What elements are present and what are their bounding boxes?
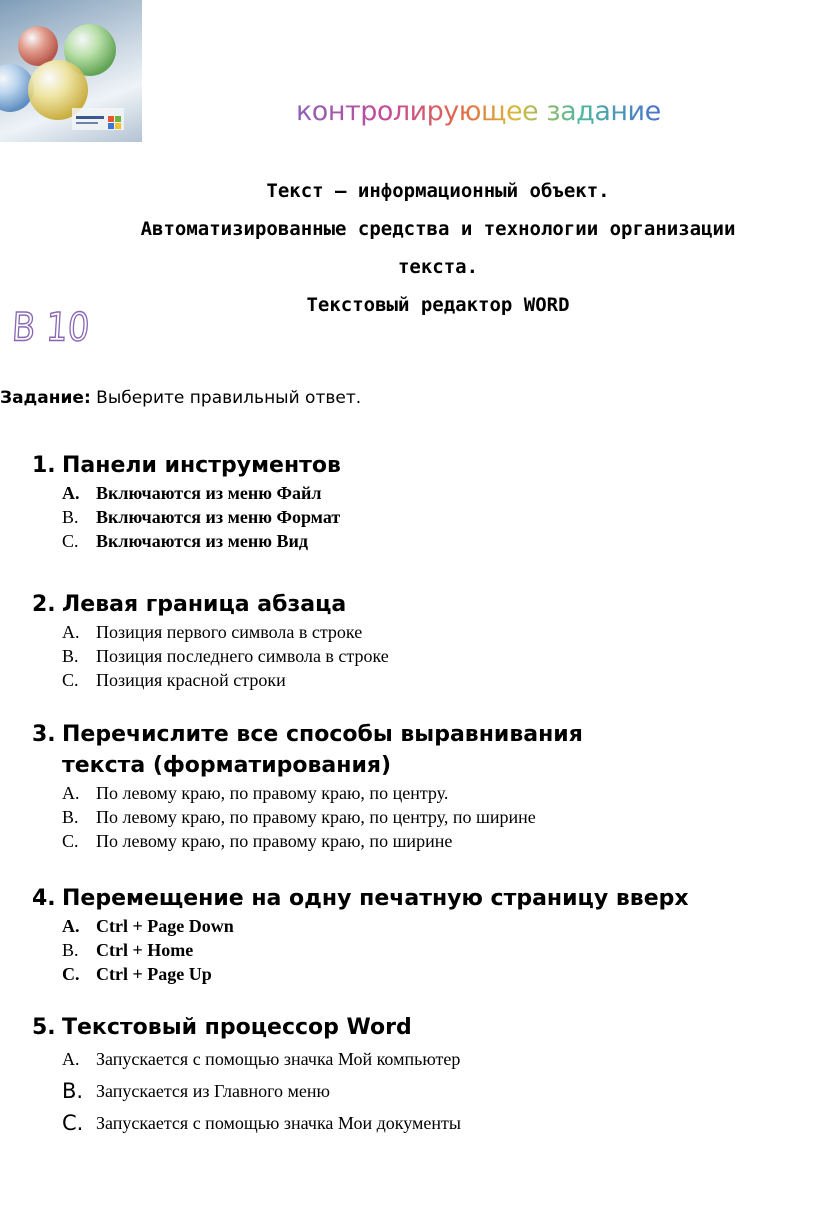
option-letter: A. [62,1049,80,1069]
option-text: Позиция первого символа в строке [96,622,363,642]
option-text: По левому краю, по правому краю, по центру, по ширине [96,807,536,827]
option-text: По левому краю, по правому краю, по ширине [96,831,453,851]
title-line-3: текста. [397,256,479,278]
answer-option [62,962,812,986]
option-letter: B. [62,807,79,827]
option-letter: B. [62,1079,84,1103]
question-5 [32,1012,812,1139]
wordart-heading: контролирующее задание [296,96,661,127]
option-text: Запускается с помощью значка Мои документы [96,1113,461,1133]
option-letter: C. [62,831,79,851]
windows-spheres-logo [0,0,142,142]
option-text: Запускается из Главного меню [96,1081,330,1101]
question-number: 2. [32,592,56,617]
option-letter: A. [62,916,80,936]
task-label: Задание: [0,388,91,408]
answer-option [62,805,802,829]
answer-option [62,829,802,853]
option-letter: B. [62,940,79,960]
option-text: Включаются из меню Формат [96,507,341,527]
title-line-2: Автоматизированные средства и технологии организации [140,218,736,240]
question-3 [32,719,672,853]
question-number: 5. [32,1015,56,1040]
question-text: Перемещение на одну печатную страницу вверх [62,886,689,911]
option-letter: A. [62,483,80,503]
option-letter: A. [62,622,80,642]
variant-label: В 10 [10,305,91,351]
answer-option [62,938,812,962]
answer-option [62,1107,812,1139]
title-line-1: Текст – информационный объект. [266,180,610,202]
question-text: Перечислите все способы выравнивания текста (форматирования) [62,722,583,778]
answer-option [62,668,812,692]
option-text: Ctrl + Page Up [96,964,212,984]
option-text: Позиция последнего символа в строке [96,646,389,666]
question-number: 4. [32,886,56,911]
question-number: 3. [32,722,56,747]
answer-option [62,620,812,644]
option-letter: C. [62,670,79,690]
question-text: Панели инструментов [62,453,341,478]
question-text: Текстовый процессор Word [62,1015,412,1040]
option-letter: A. [62,783,80,803]
question-4 [32,883,812,986]
option-text: Включаются из меню Вид [96,531,308,551]
question-text: Левая граница абзаца [62,592,347,617]
title-line-4: Текстовый редактор WORD [306,294,570,316]
task-instruction [0,388,361,408]
question-number: 1. [32,453,56,478]
option-letter: C. [62,964,80,984]
option-text: Ctrl + Home [96,940,194,960]
option-text: Запускается с помощью значка Мой компьютер [96,1049,461,1069]
answer-option [62,1075,812,1107]
option-letter: C. [62,531,79,551]
answer-option [62,481,812,505]
answer-option [62,644,812,668]
answer-option [62,914,812,938]
answer-option [62,781,802,805]
option-letter: B. [62,646,79,666]
answer-option [62,505,812,529]
option-text: Включаются из меню Файл [96,483,322,503]
task-text: Выберите правильный ответ. [96,388,362,408]
option-letter: C. [62,1111,84,1135]
question-1 [32,450,812,553]
question-2 [32,589,812,692]
answer-option [62,1043,812,1075]
option-letter: B. [62,507,79,527]
answer-option [62,529,812,553]
option-text: Позиция красной строки [96,670,286,690]
document-title [60,172,816,324]
option-text: Ctrl + Page Down [96,916,234,936]
option-text: По левому краю, по правому краю, по центру. [96,783,449,803]
